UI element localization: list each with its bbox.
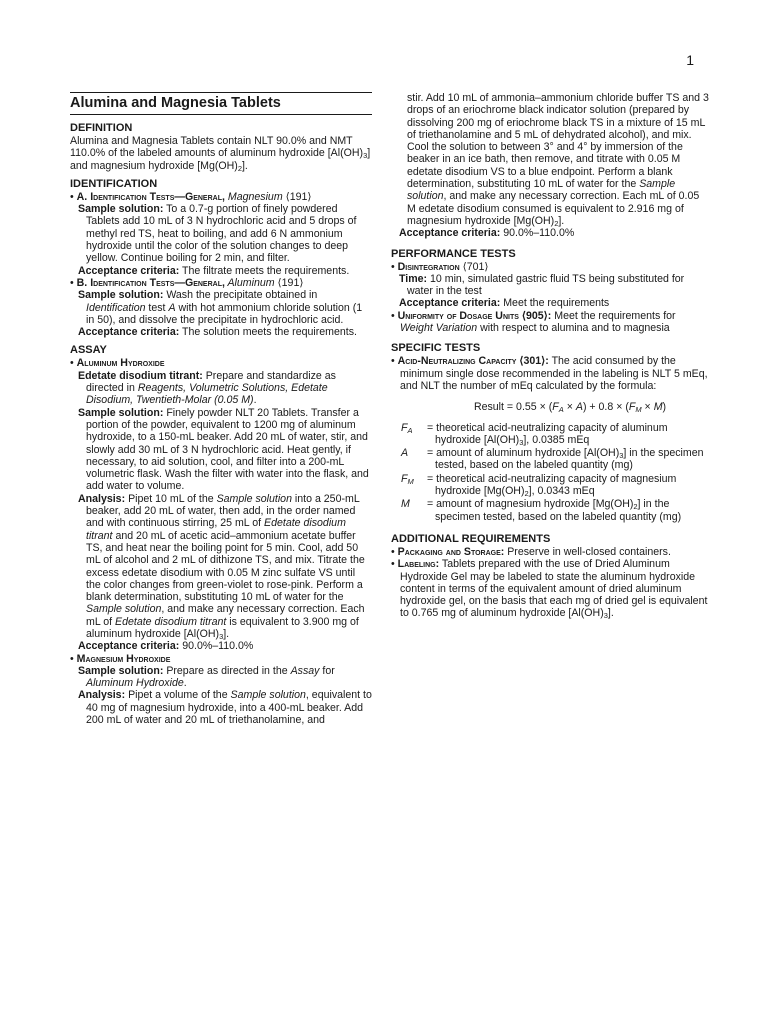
disintegration-acceptance-criteria: Acceptance criteria: Meet the requirements bbox=[399, 297, 610, 310]
definition-symbol: M bbox=[401, 498, 410, 511]
test-b-sample-solution: Sample solution: Wash the precipitate obtained in Identification test A with hot ammonium chloride solution (1 in 50), and dissolve the precipitate in hydrochloric acid. bbox=[78, 289, 363, 326]
definition-heading: DEFINITION bbox=[70, 122, 133, 134]
specific-tests-heading: SPECIFIC TESTS bbox=[391, 342, 481, 355]
definition-symbol: $F_A$ bbox=[401, 421, 413, 435]
left-column bbox=[70, 92, 372, 726]
labeling: • Labeling: Tablets prepared with the use of Dried Aluminum Hydroxide Gel may be labeled to state the aluminum hydroxide content in terms of the equivalent amount of dried aluminum hydroxide gel, on the basis that each mg of dried gel is equivalent to 0.765 mg of aluminum hydroxide $[Al(OH)_3]$. bbox=[391, 558, 708, 621]
identification-test-b: • B. Identification Tests—General, Aluminum ⟨191⟩ bbox=[70, 276, 304, 289]
identification-heading: IDENTIFICATION bbox=[70, 177, 158, 190]
definition-a bbox=[391, 447, 709, 472]
definition-text: = amount of aluminum hydroxide $[Al(OH)_3]$ in the specimen tested, based on the labeled quantity (mg) bbox=[427, 447, 704, 472]
identification-test-a: • A. Identification Tests—General, Magnesium ⟨191⟩ bbox=[70, 190, 312, 203]
performance-heading: PERFORMANCE TESTS bbox=[391, 247, 516, 260]
definition-text: = theoretical acid-neutralizing capacity of magnesium hydroxide $[Mg(OH)_2]$, 0.0343 mEq bbox=[427, 472, 677, 499]
definition-symbol: A bbox=[401, 447, 409, 460]
page-number: 1 bbox=[686, 52, 694, 68]
test-a-sample-solution: Sample solution: To a 0.7-g portion of finely powdered Tablets add 10 mL of 3 N hydrochloric acid and 5 drops of methyl red TS, heat to boiling, and add 6 N ammonium hydroxide until the color of the solution changes to deep yellow. Continue boiling for 2 min, and filter. bbox=[78, 203, 357, 265]
definition-text: = theoretical acid-neutralizing capacity of aluminum hydroxide $[Al(OH)_3]$, 0.0385 mEq bbox=[427, 421, 668, 447]
aluminum-acceptance-criteria: Acceptance criteria: 90.0%–110.0% bbox=[78, 640, 254, 653]
packaging-and-storage: • Packaging and Storage: Preserve in well-closed containers. bbox=[391, 545, 671, 558]
magnesium-sample-solution: Sample solution: Prepare as directed in the Assay for Aluminum Hydroxide. bbox=[78, 664, 335, 690]
aluminum-analysis: Analysis: Pipet 10 mL of the Sample solution into a 250-mL beaker, add 20 mL of water, then add, in the order named and with continuous stirring, 25 mL of Edetate disodium titrant and 20 mL of acetic acid–ammonium acetate buffer TS, and heat near the boiling point for 5 min. Cool, add 50 mL of alcohol and 2 mL of dithizone TS, and mix. Titrate the excess edetate disodium with 0.05 M zinc sulfate VS until the color changes from green-violet to rose-pink. Perform a blank determination, substituting 10 mL of water for the Sample solution, and make any necessary correction. Each mL of Edetate disodium titrant is equivalent to 3.900 mg of aluminum hydroxide $[Al(OH)_3]$. bbox=[78, 492, 365, 641]
definition-m bbox=[391, 498, 709, 523]
test-a-acceptance-criteria: Acceptance criteria: The filtrate meets the requirements. bbox=[78, 264, 350, 277]
definition-text: Alumina and Magnesia Tablets contain NLT 90.0% and NMT 110.0% of the labeled amounts of aluminum hydroxide $[Al(OH)_3]$ and magnesium hydroxide $[Mg(OH)_2]$. bbox=[70, 135, 371, 173]
definition-symbol: $F_M$ bbox=[401, 472, 414, 486]
title-bar bbox=[70, 92, 372, 115]
definition-fa bbox=[391, 422, 709, 447]
formula-definitions bbox=[391, 422, 709, 523]
test-b-acceptance-criteria: Acceptance criteria: The solution meets the requirements. bbox=[78, 326, 357, 339]
magnesium-analysis: Analysis: Pipet a volume of the Sample solution, equivalent to 40 mg of magnesium hydroxide, into a 400-mL beaker. Add 200 mL of water and 20 mL of triethanolamine, and bbox=[78, 689, 372, 727]
magnesium-acceptance-criteria: Acceptance criteria: 90.0%–110.0% bbox=[399, 227, 575, 240]
disintegration-test: • Disintegration ⟨701⟩ bbox=[391, 260, 489, 273]
document-title: Alumina and Magnesia Tablets bbox=[70, 95, 281, 111]
additional-requirements-heading: ADDITIONAL REQUIREMENTS bbox=[391, 532, 551, 545]
aluminum-sample-solution: Sample solution: Finely powder NLT 20 Tablets. Transfer a portion of the powder, equivalent to 1200 mg of aluminum hydroxide, to a 150-mL beaker. Add 20 mL of water, stir, and slowly add 30 mL of 3 N hydrochloric acid. Heat gently, if necessary, to aid solution, cool, and filter into a 200-mL volumetric flask. Wash the filter with water into the flask, and add water to volume. bbox=[78, 406, 369, 493]
acid-neutralizing-capacity: • Acid-Neutralizing Capacity ⟨301⟩: The acid consumed by the minimum single dose recommended in the labeling is NLT 5 mEq, and NLT the number of mEq calculated by the formula: bbox=[391, 355, 708, 392]
assay-aluminum-hydroxide: • Aluminum Hydroxide bbox=[70, 357, 165, 370]
definition-text: = amount of magnesium hydroxide $[Mg(OH)_2]$ in the specimen tested, based on the labeled quantity (mg) bbox=[427, 498, 682, 523]
definition-fm bbox=[391, 473, 709, 498]
anc-formula: Result = $0.55 \times (F_A \times A) + 0.8 \times (F_M \times M)$ bbox=[473, 401, 667, 415]
disintegration-time: Time: 10 min, simulated gastric fluid TS being substituted for water in the test bbox=[399, 272, 685, 298]
assay-heading: ASSAY bbox=[70, 344, 107, 357]
edetate-titrant: Edetate disodium titrant: Prepare and standardize as directed in Reagents, Volumetric Solutions, Edetate Disodium, Twentieth-Molar (0.05 M). bbox=[78, 369, 336, 407]
assay-magnesium-hydroxide: • Magnesium Hydroxide bbox=[70, 652, 171, 665]
uniformity-test: • Uniformity of Dosage Units ⟨905⟩: Meet the requirements for Weight Variation with respect to alumina and to magnesia bbox=[391, 309, 676, 335]
magnesium-analysis-continued: stir. Add 10 mL of ammonia–ammonium chloride buffer TS and 3 drops of an eriochrome black indicator solution (prepared by dissolving 200 mg of eriochrome black TS in a mixture of 15 mL of triethanolamine and 5 mL of dehydrated alcohol), and mix. Cool the solution to between 3° and 4° by immersion of the beaker in an ice bath, then remove, and titrate with 0.05 M edetate disodium VS to a blue endpoint. Perform a blank determination, substituting 10 mL of water for the Sample solution, and make any necessary correction. Each mL of 0.05 M edetate disodium consumed is equivalent to 2.916 mg of magnesium hydroxide $[Mg(OH)_2]$. bbox=[407, 92, 709, 228]
right-column bbox=[391, 92, 709, 620]
